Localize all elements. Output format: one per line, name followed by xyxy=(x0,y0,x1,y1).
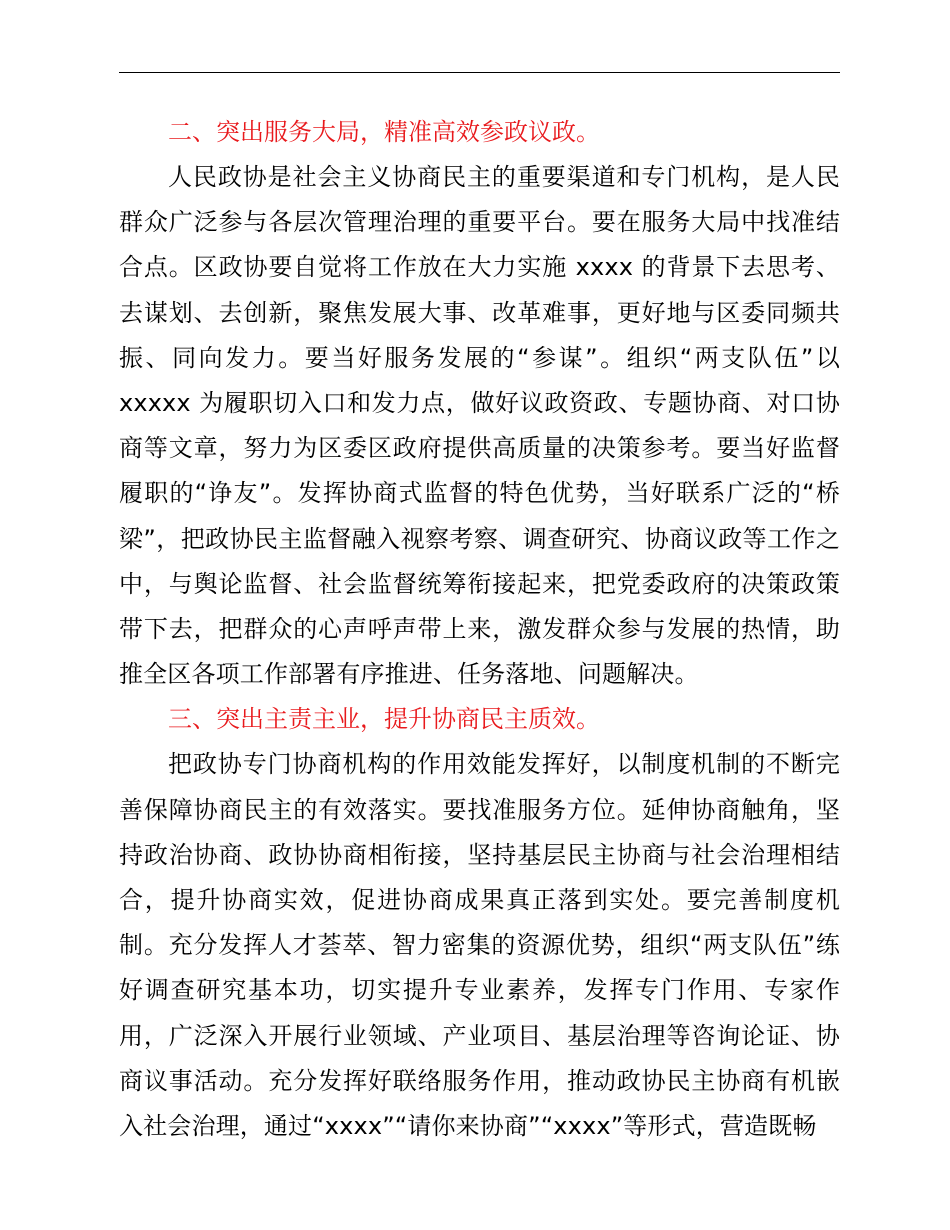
section-paragraph: 人民政协是社会主义协商民主的重要渠道和专门机构，是人民群众广泛参与各层次管理治理的重要平台。要在服务大局中找准结合点。区政协要自觉将工作放在大力实施 xxxx 的背景下去思考、去谋划、去创新，聚焦发展大事、改革难事，更好地与区委同频共振、同向发力。要当好服务发展的“参谋”。组织“两支队伍”以 xxxxx 为履职切入口和发力点，做好议政资政、专题协商、对口协商等文章，努力为区委区政府提供高质量的决策参考。要当好监督履职的“诤友”。发挥协商式监督的特色优势，当好联系广泛的“桥梁”，把政协民主监督融入视察考察、调查研究、协商议政等工作之中，与舆论监督、社会监督统筹衔接起来，把党委政府的决策政策带下去，把群众的心声呼声带上来，激发群众参与发展的热情，助推全区各项工作部署有序推进、任务落地、问题解决。 xyxy=(119,163,840,689)
section-heading: 二、突出服务大局，精准高效参政议政。 xyxy=(168,118,600,146)
section-paragraph: 把政协专门协商机构的作用效能发挥好，以制度机制的不断完善保障协商民主的有效落实。要找准服务方位。延伸协商触角，坚持政治协商、政协协商相衔接，坚持基层民主协商与社会治理相结合，提升协商实效，促进协商成果真正落到实处。要完善制度机制。充分发挥人才荟萃、智力密集的资源优势，组织“两支队伍”练好调查研究基本功，切实提升专业素养，发挥专门作用、专家作用，广泛深入开展行业领域、产业项目、基层治理等咨询论证、协商议事活动。充分发挥好联络服务作用，推动政协民主协商有机嵌入社会治理，通过“xxxx”“请你来协商”“xxxx”等形式，营造既畅 xyxy=(119,750,840,1141)
section-heading: 三、突出主责主业，提升协商民主质效。 xyxy=(168,705,600,734)
header-rule xyxy=(119,72,840,73)
document-body xyxy=(119,110,840,1149)
section-two xyxy=(119,110,840,697)
section-three xyxy=(119,697,840,1149)
